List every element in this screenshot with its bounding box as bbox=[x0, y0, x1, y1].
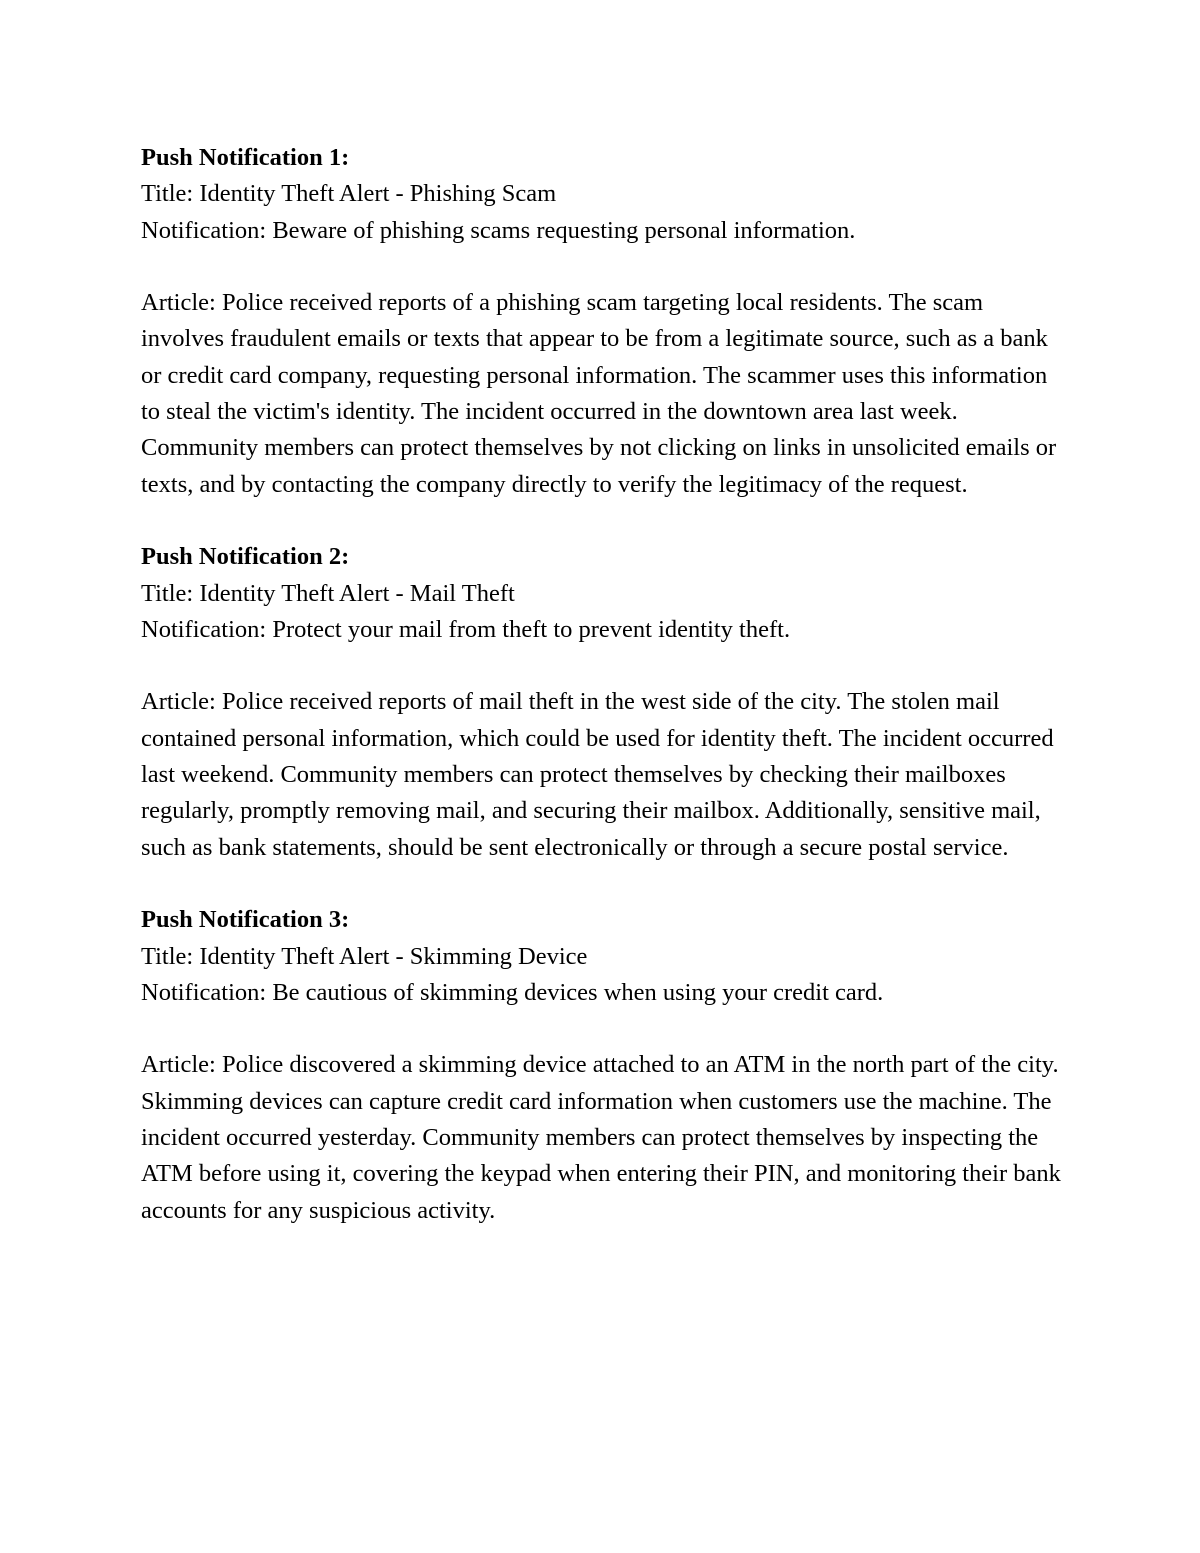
notification-title: Title: Identity Theft Alert - Skimming Device bbox=[141, 942, 588, 970]
notification-section-2 bbox=[141, 539, 1071, 866]
notification-article: Article: Police received reports of mail theft in the west side of the city. The stolen mail contained personal information, which could be used for identity theft. The incident occurred last weekend. Community members can protect themselves by checking their mailboxes regularly, promptly removing mail, and securing their mailbox. Additionally, sensitive mail, such as bank statements, should be sent electronically or through a secure postal service. bbox=[141, 688, 1054, 861]
document-body bbox=[141, 140, 1071, 1229]
notification-article: Article: Police discovered a skimming device attached to an ATM in the north part of the city. Skimming devices can capture credit card information when customers use the machine. The incident occurred yesterday. Community members can protect themselves by inspecting the ATM before using it, covering the keypad when entering their PIN, and monitoring their bank accounts for any suspicious activity. bbox=[141, 1051, 1061, 1224]
notification-title: Title: Identity Theft Alert - Phishing Scam bbox=[141, 180, 557, 208]
notification-text: Notification: Be cautious of skimming devices when using your credit card. bbox=[141, 978, 884, 1006]
notification-heading: Push Notification 1: bbox=[141, 144, 350, 171]
notification-article: Article: Police received reports of a phishing scam targeting local residents. The scam involves fraudulent emails or texts that appear to be from a legitimate source, such as a bank or credit card company, requesting personal information. The scammer uses this information to steal the victim's identity. The incident occurred in the downtown area last week. Community members can protect themselves by not clicking on links in unsolicited emails or texts, and by contacting the company directly to verify the legitimacy of the request. bbox=[141, 289, 1057, 498]
notification-section-3 bbox=[141, 902, 1071, 1229]
notification-section-1 bbox=[141, 140, 1071, 503]
notification-title: Title: Identity Theft Alert - Mail Theft bbox=[141, 579, 515, 607]
notification-text: Notification: Protect your mail from theft to prevent identity theft. bbox=[141, 615, 791, 643]
notification-heading: Push Notification 2: bbox=[141, 543, 350, 571]
notification-text: Notification: Beware of phishing scams requesting personal information. bbox=[141, 216, 856, 244]
notification-heading: Push Notification 3: bbox=[141, 906, 350, 934]
